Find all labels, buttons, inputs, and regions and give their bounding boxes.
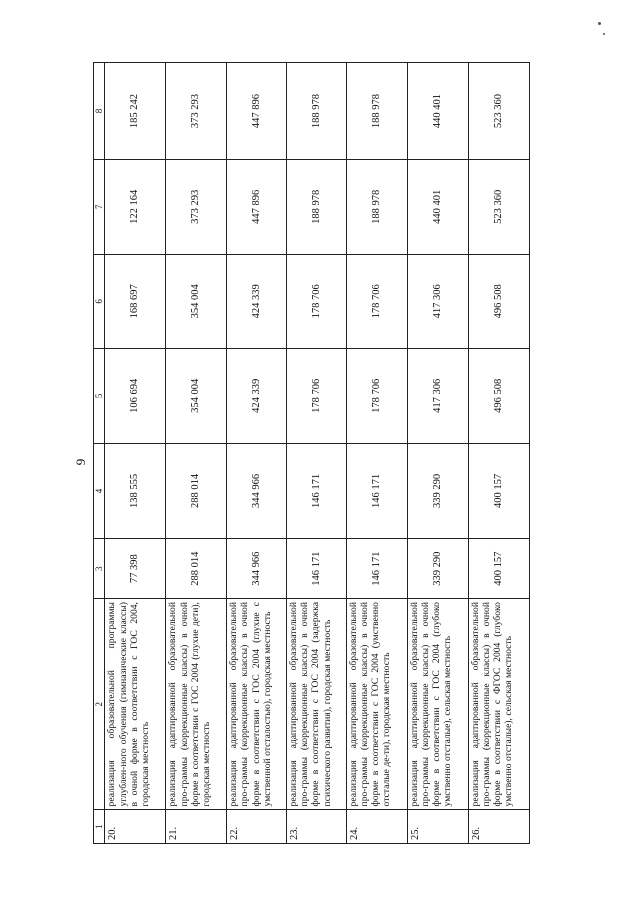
cost-table bbox=[93, 62, 530, 844]
column-header: 7 bbox=[94, 160, 105, 255]
value-col-4: 400 157 bbox=[468, 443, 529, 539]
scan-speck bbox=[603, 33, 605, 35]
value-col-5: 106 694 bbox=[105, 349, 166, 444]
table-row bbox=[408, 63, 469, 844]
scan-speck bbox=[598, 22, 601, 25]
column-header: 2 bbox=[94, 599, 105, 810]
value-col-4: 344 966 bbox=[227, 443, 287, 539]
row-number: 23. bbox=[287, 810, 347, 844]
value-col-7: 122 164 bbox=[105, 160, 166, 255]
value-col-5: 424 339 bbox=[227, 349, 287, 444]
row-description: реализация адаптированной образовательной про-граммы (коррекционные классы) в очной форме в соответствии с ГОС 2004 (глухие с умственной отсталостью), городская местность bbox=[227, 599, 287, 810]
value-col-8: 188 978 bbox=[287, 63, 347, 160]
value-col-3: 146 171 bbox=[287, 539, 347, 599]
row-description: реализация адаптированной образовательной про-граммы (коррекционные классы) в очной форме в соответствии с ГОС 2004 (умственно отсталые де-ти), городская местность bbox=[347, 599, 408, 810]
column-header: 8 bbox=[94, 63, 105, 160]
value-col-8: 373 293 bbox=[166, 63, 227, 160]
table-row bbox=[347, 63, 408, 844]
value-col-4: 339 290 bbox=[408, 443, 469, 539]
value-col-5: 496 508 bbox=[468, 349, 529, 444]
column-header: 3 bbox=[94, 539, 105, 599]
page-number: 9 bbox=[73, 458, 88, 466]
value-col-6: 417 306 bbox=[408, 254, 469, 349]
row-description: реализация образовательной программы углублен-ного обучения (гимназические классы) в очной форме в соответствии с ГОС 2004, городская местность bbox=[105, 599, 166, 810]
value-col-5: 178 706 bbox=[347, 349, 408, 444]
value-col-3: 288 014 bbox=[166, 539, 227, 599]
table-row bbox=[287, 63, 347, 844]
row-number: 20. bbox=[105, 810, 166, 844]
value-col-6: 178 706 bbox=[287, 254, 347, 349]
value-col-8: 188 978 bbox=[347, 63, 408, 160]
table-row bbox=[105, 63, 166, 844]
value-col-6: 168 697 bbox=[105, 254, 166, 349]
value-col-7: 188 978 bbox=[347, 160, 408, 255]
value-col-7: 440 401 bbox=[408, 160, 469, 255]
value-col-4: 288 014 bbox=[166, 443, 227, 539]
value-col-7: 373 293 bbox=[166, 160, 227, 255]
value-col-5: 354 004 bbox=[166, 349, 227, 444]
column-header: 4 bbox=[94, 443, 105, 539]
value-col-7: 523 360 bbox=[468, 160, 529, 255]
value-col-4: 146 171 bbox=[287, 443, 347, 539]
row-description: реализация адаптированной образовательной про-граммы (коррекционные классы) в очной форме в соответствии с ГОС 2004 (задержка психического развития), городская местность bbox=[287, 599, 347, 810]
value-col-3: 400 157 bbox=[468, 539, 529, 599]
value-col-8: 447 896 bbox=[227, 63, 287, 160]
value-col-7: 188 978 bbox=[287, 160, 347, 255]
value-col-6: 178 706 bbox=[347, 254, 408, 349]
value-col-3: 339 290 bbox=[408, 539, 469, 599]
column-header: 6 bbox=[94, 254, 105, 349]
table-header-row bbox=[94, 63, 105, 844]
value-col-6: 354 004 bbox=[166, 254, 227, 349]
rotated-table-container bbox=[93, 62, 530, 844]
row-description: реализация адаптированной образовательной про-граммы (коррекционные классы) в очной форме в соответствии с ГОС 2004 (глубоко умственно отсталые), сельская местность bbox=[408, 599, 469, 810]
value-col-5: 178 706 bbox=[287, 349, 347, 444]
table-row bbox=[227, 63, 287, 844]
value-col-8: 523 360 bbox=[468, 63, 529, 160]
column-header: 5 bbox=[94, 349, 105, 444]
value-col-8: 440 401 bbox=[408, 63, 469, 160]
value-col-6: 424 339 bbox=[227, 254, 287, 349]
column-header: 1 bbox=[94, 810, 105, 844]
value-col-8: 185 242 bbox=[105, 63, 166, 160]
value-col-7: 447 896 bbox=[227, 160, 287, 255]
table-row bbox=[468, 63, 529, 844]
row-number: 22. bbox=[227, 810, 287, 844]
table-row bbox=[166, 63, 227, 844]
row-number: 25. bbox=[408, 810, 469, 844]
value-col-4: 138 555 bbox=[105, 443, 166, 539]
value-col-6: 496 508 bbox=[468, 254, 529, 349]
row-description: реализация адаптированной образовательной про-граммы (коррекционные классы) в очной форме в соответствии с ФГОС 2004 (глубоко умственно отсталые), сельская местность bbox=[468, 599, 529, 810]
row-number: 26. bbox=[468, 810, 529, 844]
row-description: реализация адаптированной образовательной про-граммы (коррекционные классы) в очной форме в соответствии с ГОС 2004 (глухие дети), городская местность bbox=[166, 599, 227, 810]
value-col-3: 344 966 bbox=[227, 539, 287, 599]
value-col-5: 417 306 bbox=[408, 349, 469, 444]
row-number: 21. bbox=[166, 810, 227, 844]
value-col-3: 146 171 bbox=[347, 539, 408, 599]
row-number: 24. bbox=[347, 810, 408, 844]
value-col-4: 146 171 bbox=[347, 443, 408, 539]
value-col-3: 77 398 bbox=[105, 539, 166, 599]
